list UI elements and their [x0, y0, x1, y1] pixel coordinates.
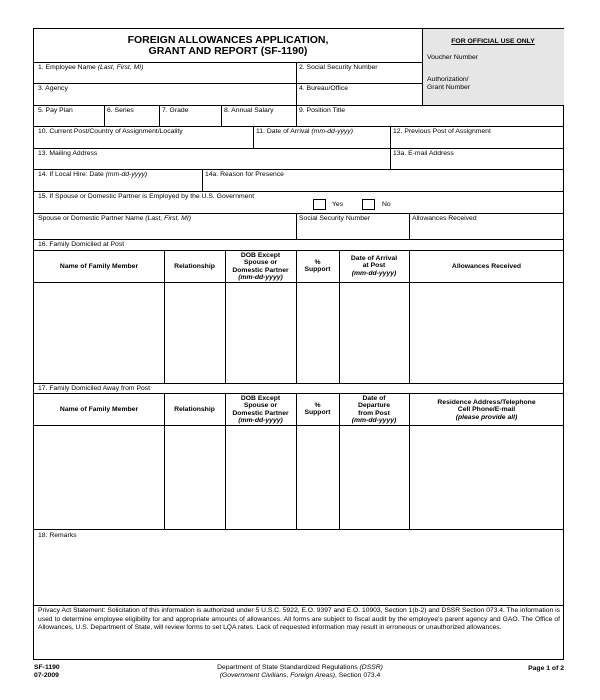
section17-label: 17. Family Domiciled Away from Post — [38, 385, 151, 392]
spouse-question-label: 15. If Spouse or Domestic Partner is Employed by the U.S. Government — [38, 193, 255, 200]
footer-form-date: 07-2009 — [34, 672, 59, 679]
sf-1190-form — [33, 28, 564, 660]
ssn-label: 2. Social Security Number — [299, 64, 378, 71]
pay-plan-label: 5. Pay Plan — [38, 107, 73, 114]
s17-col-residence: Residence Address/Telephone Cell Phone/E-mail (please provide all) — [437, 399, 536, 421]
mailing-address-label: 13. Mailing Address — [38, 150, 98, 157]
section16-label: 16. Family Domiciled at Post — [38, 241, 125, 248]
s17-col-relationship: Relationship — [174, 406, 215, 413]
s17-col-departure: Date of Departure from Post (mm-dd-yyyy) — [351, 395, 397, 425]
arrival-date-label: 11. Date of Arrival (mm-dd-yyyy) — [256, 128, 353, 135]
local-hire-label: 14. If Local Hire: Date (mm-dd-yyyy) — [38, 171, 148, 178]
s16-col-name: Name of Family Member — [59, 263, 139, 270]
official-use-heading: FOR OFFICIAL USE ONLY — [451, 38, 535, 45]
no-label: No — [382, 201, 391, 208]
s16-col-dob: DOB Except Spouse or Domestic Partner (mm-dd-yyyy) — [232, 252, 289, 282]
spouse-name-label: Spouse or Domestic Partner Name (Last, First, MI) — [38, 215, 191, 222]
s17-col-name: Name of Family Member — [59, 406, 139, 413]
s16-col-relationship: Relationship — [174, 263, 215, 270]
s16-col-arrival: Date of Arrival at Post (mm-dd-yyyy) — [350, 255, 398, 277]
voucher-number-label: Voucher Number — [427, 54, 479, 61]
allowances-received-label: Allowances Received — [412, 215, 477, 222]
s16-col-support: % Support — [304, 259, 331, 274]
form-title-line1: FOREIGN ALLOWANCES APPLICATION, — [127, 34, 329, 46]
form-title-line2: GRANT AND REPORT (SF-1190) — [148, 45, 308, 57]
spouse-ssn-label: Social Security Number — [299, 215, 371, 222]
remarks-label: 18. Remarks — [38, 532, 77, 539]
footer-dept-line2: (Government Civilians, Foreign Areas), Section 073.4 — [219, 672, 381, 679]
annual-salary-label: 8. Annual Salary — [224, 107, 274, 114]
footer-form-id: SF-1190 — [34, 664, 60, 671]
privacy-act-statement: Privacy Act Statement: Solicitation of this information is authorized under 5 U.S.C. 5922, E.O. 9397 and E.O. 10903, Section 1(b-2) and DSSR Section 073.4. The information is used to determine employee eligibility for and appropriate amounts of allowances. All forms are subject to fiscal audit by the employee's parent agency and GAO. The Office of Allowances, U.S. Department of State, will review forms to set LQA rates. Lack of requested information may result in erroneous or unauthorized allowances. — [38, 607, 560, 632]
grant-number-label: Grant Number — [427, 84, 471, 91]
yes-checkbox[interactable] — [313, 199, 326, 210]
footer-page-number: Page 1 of 2 — [528, 665, 564, 672]
s16-col-allowances: Allowances Received — [451, 263, 522, 270]
yes-label: Yes — [332, 201, 344, 208]
no-checkbox[interactable] — [362, 199, 375, 210]
s17-col-support: % Support — [304, 402, 331, 417]
footer-dept-line1: Department of State Standardized Regulations (DSSR) — [217, 664, 383, 671]
reason-presence-label: 14a. Reason for Presence — [205, 171, 284, 178]
s17-col-dob: DOB Except Spouse or Domestic Partner (mm-dd-yyyy) — [232, 395, 289, 425]
agency-label: 3. Agency — [38, 85, 68, 92]
current-post-label: 10. Current Post/Country of Assignment/Locality — [38, 128, 183, 135]
email-address-label: 13a. E-mail Address — [393, 150, 454, 157]
bureau-label: 4. Bureau/Office — [299, 85, 348, 92]
position-title-label: 9. Position Title — [299, 107, 346, 114]
previous-post-label: 12. Previous Post of Assignment — [393, 128, 491, 135]
employee-name-label: 1. Employee Name (Last, First, MI) — [38, 64, 144, 71]
authorization-label: Authorization/ — [427, 76, 469, 83]
grade-label: 7. Grade — [162, 107, 189, 114]
series-label: 6. Series — [107, 107, 134, 114]
